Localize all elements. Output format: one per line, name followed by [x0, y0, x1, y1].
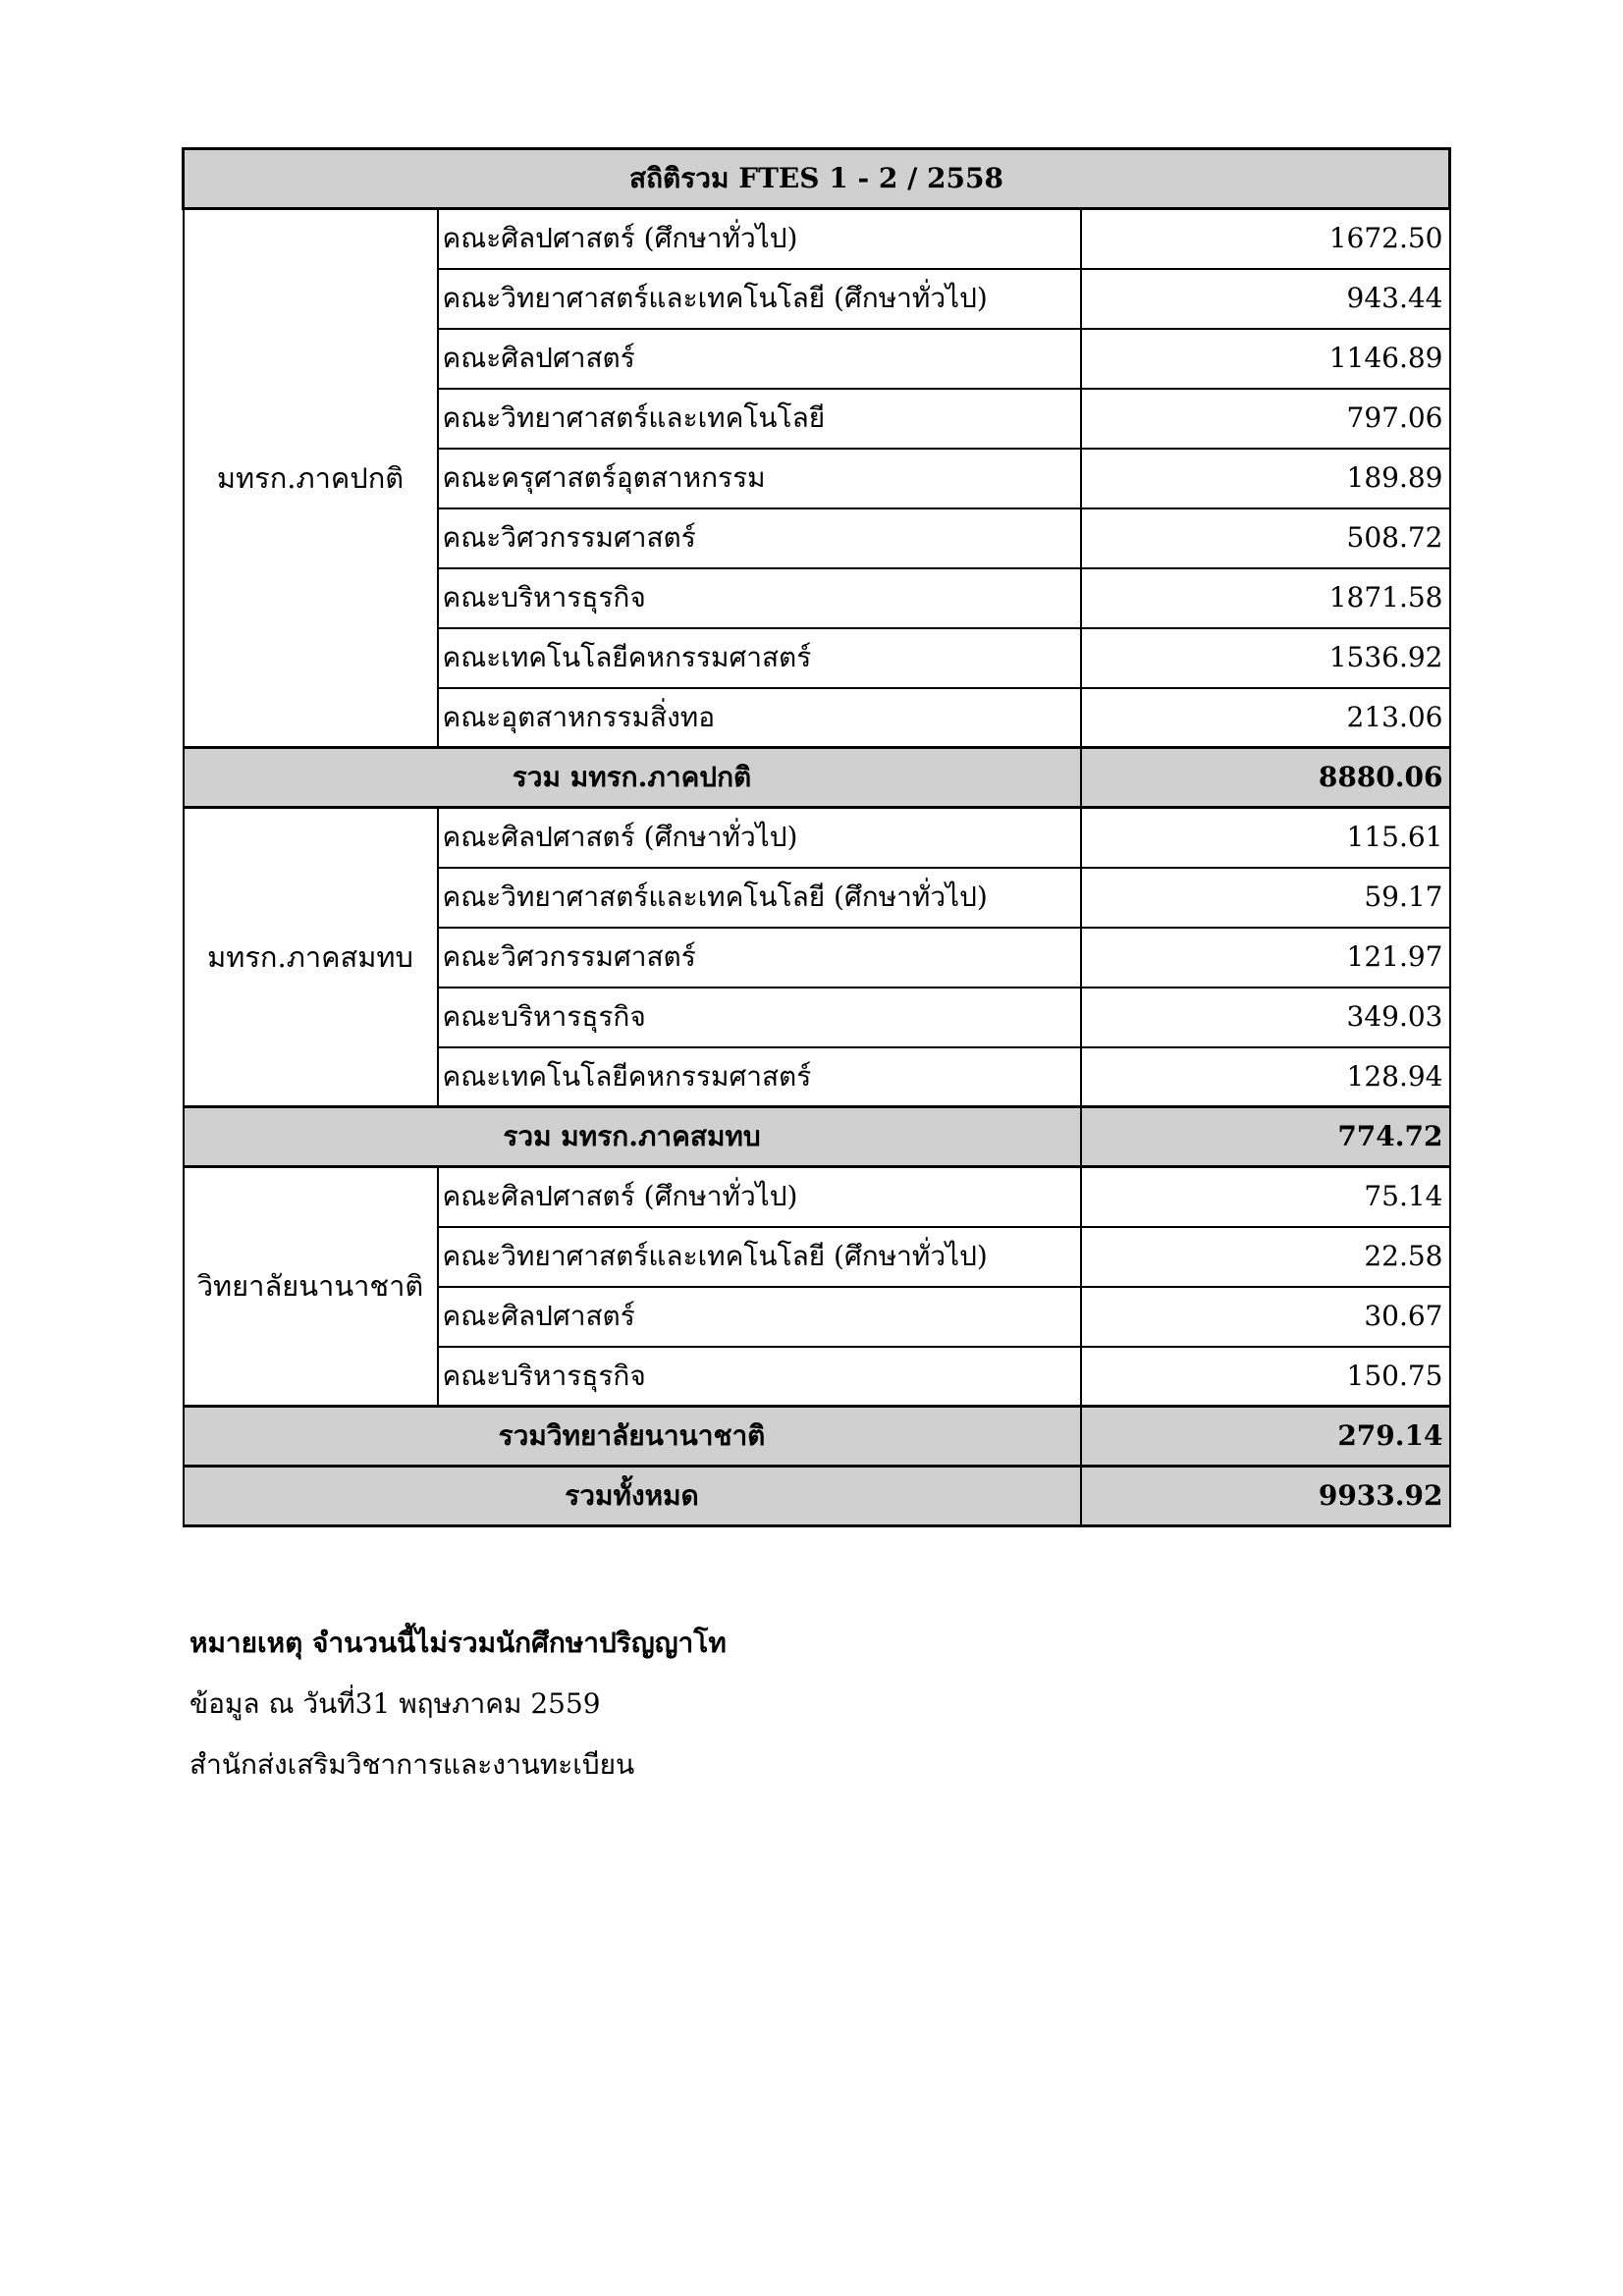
table-row: [184, 808, 1450, 868]
grand-total-value: 9933.92: [1081, 1467, 1450, 1526]
data-date-note: ข้อมูล ณ วันที่31 พฤษภาคม 2559: [189, 1687, 601, 1720]
ftes-value: 22.58: [1081, 1227, 1450, 1287]
ftes-value: 189.89: [1081, 449, 1450, 508]
ftes-value: 150.75: [1081, 1347, 1450, 1407]
faculty-name: คณะศิลปศาสตร์: [438, 329, 1081, 389]
faculty-name: คณะวิทยาศาสตร์และเทคโนโลยี (ศึกษาทั่วไป): [438, 269, 1081, 329]
group-name: วิทยาลัยนานาชาติ: [184, 1167, 438, 1407]
table-row: [184, 209, 1450, 269]
grand-total-label: รวมทั้งหมด: [184, 1467, 1081, 1526]
table-title: สถิติรวม FTES 1 - 2 / 2558: [184, 149, 1450, 209]
ftes-value: 1146.89: [1081, 329, 1450, 389]
subtotal-row: [184, 1407, 1450, 1467]
ftes-value: 128.94: [1081, 1047, 1450, 1107]
ftes-value: 1536.92: [1081, 628, 1450, 688]
group-name: มทรก.ภาคปกติ: [184, 209, 438, 748]
ftes-value: 943.44: [1081, 269, 1450, 329]
ftes-value: 797.06: [1081, 389, 1450, 449]
subtotal-label: รวม มทรก.ภาคสมทบ: [184, 1107, 1081, 1167]
ftes-value: 59.17: [1081, 868, 1450, 928]
faculty-name: คณะอุตสาหกรรมสิ่งทอ: [438, 688, 1081, 748]
faculty-name: คณะครุศาสตร์อุตสาหกรรม: [438, 449, 1081, 508]
grand-total-row: [184, 1467, 1450, 1526]
ftes-value: 121.97: [1081, 928, 1450, 988]
faculty-name: คณะบริหารธุรกิจ: [438, 1347, 1081, 1407]
ftes-value: 508.72: [1081, 508, 1450, 568]
faculty-name: คณะศิลปศาสตร์ (ศึกษาทั่วไป): [438, 808, 1081, 868]
faculty-name: คณะวิทยาศาสตร์และเทคโนโลยี (ศึกษาทั่วไป): [438, 1227, 1081, 1287]
subtotal-row: [184, 748, 1450, 808]
ftes-value: 349.03: [1081, 988, 1450, 1047]
table-title-row: [184, 149, 1450, 209]
faculty-name: คณะบริหารธุรกิจ: [438, 988, 1081, 1047]
group-name: มทรก.ภาคสมทบ: [184, 808, 438, 1107]
faculty-name: คณะวิศวกรรมศาสตร์: [438, 928, 1081, 988]
ftes-value: 1871.58: [1081, 568, 1450, 628]
ftes-value: 30.67: [1081, 1287, 1450, 1347]
ftes-value: 1672.50: [1081, 209, 1450, 269]
subtotal-value: 279.14: [1081, 1407, 1450, 1467]
faculty-name: คณะวิศวกรรมศาสตร์: [438, 508, 1081, 568]
faculty-name: คณะบริหารธุรกิจ: [438, 568, 1081, 628]
ftes-statistics-table: [182, 147, 1451, 1527]
subtotal-value: 774.72: [1081, 1107, 1450, 1167]
faculty-name: คณะเทคโนโลยีคหกรรมศาสตร์: [438, 1047, 1081, 1107]
ftes-value: 115.61: [1081, 808, 1450, 868]
remark-note: หมายเหตุ จำนวนนี้ไม่รวมนักศึกษาปริญญาโท: [189, 1627, 727, 1659]
subtotal-row: [184, 1107, 1450, 1167]
faculty-name: คณะวิทยาศาสตร์และเทคโนโลยี (ศึกษาทั่วไป): [438, 868, 1081, 928]
faculty-name: คณะศิลปศาสตร์: [438, 1287, 1081, 1347]
faculty-name: คณะวิทยาศาสตร์และเทคโนโลยี: [438, 389, 1081, 449]
ftes-value: 75.14: [1081, 1167, 1450, 1227]
subtotal-label: รวม มทรก.ภาคปกติ: [184, 748, 1081, 808]
faculty-name: คณะเทคโนโลยีคหกรรมศาสตร์: [438, 628, 1081, 688]
faculty-name: คณะศิลปศาสตร์ (ศึกษาทั่วไป): [438, 1167, 1081, 1227]
notes-section: [189, 1629, 727, 1812]
faculty-name: คณะศิลปศาสตร์ (ศึกษาทั่วไป): [438, 209, 1081, 269]
ftes-value: 213.06: [1081, 688, 1450, 748]
subtotal-label: รวมวิทยาลัยนานาชาติ: [184, 1407, 1081, 1467]
subtotal-value: 8880.06: [1081, 748, 1450, 808]
table-row: [184, 1167, 1450, 1227]
office-note: สำนักส่งเสริมวิชาการและงานทะเบียน: [189, 1748, 635, 1781]
